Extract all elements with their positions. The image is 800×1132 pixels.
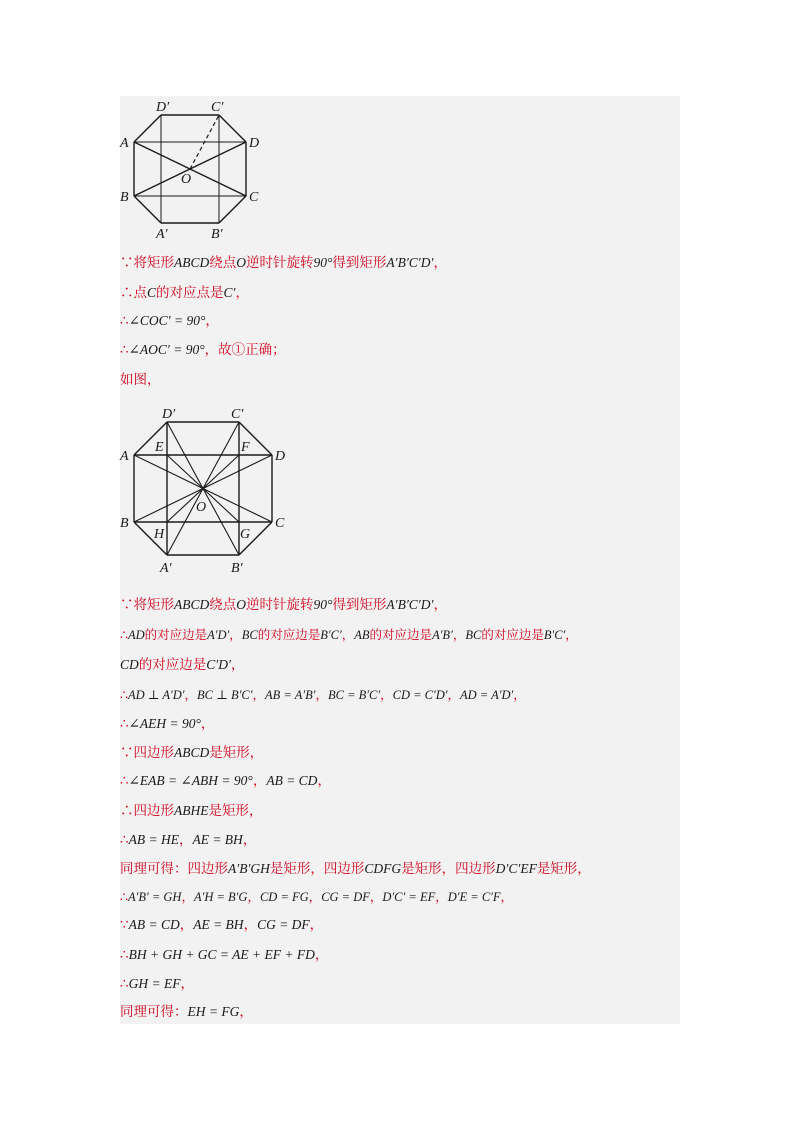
math: A′B′C′D′ [386,597,434,612]
text: 逆时针旋转 [246,255,314,271]
math: 90° [313,255,333,270]
line-1 [120,254,447,272]
text: ，故①正确； [204,342,286,358]
text: ， [565,627,578,642]
figure-2-diagram [120,400,300,580]
line-19 [120,975,194,993]
label-a-prime: A′ [156,227,168,242]
text: ∴四边形 [120,803,174,819]
label-c: C [275,516,285,531]
text: ， [179,917,194,933]
text: ∵ [120,917,129,933]
line-8 [120,656,244,674]
text: ， [435,889,448,904]
text: 是矩形，四边形 [401,861,496,877]
math: ABHE [174,803,209,818]
text: ∵四边形 [120,745,174,761]
text: ∴点 [120,285,147,301]
text: ， [252,687,265,702]
text: ， [252,773,267,789]
text: ∴ [120,627,128,642]
line-20 [120,1003,253,1021]
math: ABCD [174,745,210,760]
math: ∠AEH = 90° [128,716,201,731]
text: ， [513,687,526,702]
line-2 [120,284,249,302]
line-16 [120,888,513,906]
math: BC [241,628,258,642]
text: 是矩形， [536,861,591,877]
text: ∴ [120,313,129,329]
math: C′D′ [206,657,231,672]
math: AD ⊥ A′D′ [127,688,185,702]
line-7 [120,626,578,644]
label-d: D [275,449,286,464]
text: ， [433,255,447,271]
label-d-prime: D′ [162,407,176,422]
text: ， [314,947,329,963]
math: BC = B′C′ [327,688,381,702]
math: A′B′ [432,628,453,642]
text: ， [315,687,328,702]
label-b-prime: B′ [231,561,243,576]
label-d: D [249,136,260,151]
line-15 [120,860,591,878]
math: O [236,255,246,270]
text: ， [180,976,194,992]
line-14 [120,831,256,849]
label-a: A [120,136,129,151]
figure-1 [120,96,280,246]
label-d-prime: D′ [156,100,170,115]
text: ， [178,832,193,848]
text: ∴ [120,687,128,702]
math: C [147,285,157,300]
text: ， [341,627,355,642]
math: BC [465,628,482,642]
math: O [236,597,246,612]
text: 绕点 [209,255,237,271]
math: CD [120,657,139,672]
figure-1-diagram [120,96,280,246]
line-12 [120,772,331,790]
math: A′B′ = GH [127,890,182,904]
text: ∵将矩形 [120,597,174,613]
text: ， [447,687,461,702]
label-f: F [241,440,250,455]
text: 的对应边是 [138,657,207,673]
text: 的对应边是 [481,627,544,642]
math: CDFG [364,861,402,876]
text: 的对应边是 [369,627,433,642]
label-c: C [249,190,259,205]
math: ∠EAB = ∠ABH = 90° [128,773,253,788]
text: 是矩形， [209,745,264,761]
label-c-prime: C′ [211,100,224,115]
line-9 [120,686,526,704]
text: ， [369,889,383,904]
text: ， [205,313,219,329]
math: A′B′C′D′ [386,255,434,270]
line-13 [120,802,263,820]
math: CG = DF [321,890,370,904]
line-3 [120,312,219,330]
label-a-prime: A′ [160,561,172,576]
text: ∴ [120,773,129,789]
math: ∠AOC′ = 90° [128,342,205,357]
label-b: B [120,516,129,531]
figure-2 [120,400,300,580]
math: B′C′ [320,628,342,642]
line-6 [120,596,447,614]
text: ∴ [120,889,128,904]
text: 的对应边是 [144,627,208,642]
text: ， [200,716,215,732]
math: CD = C′D′ [392,688,448,702]
text: ， [229,627,242,642]
math: AB = A′B′ [264,688,316,702]
label-g: G [240,527,251,542]
math: ABCD [174,597,210,612]
text: ∴ [120,947,129,963]
math: B′C′ [543,628,566,642]
math: AB = HE [128,832,179,847]
math: ABCD [174,255,210,270]
text: 是矩形， [208,803,263,819]
text: 得到矩形 [332,597,387,613]
text: 的对应点是 [156,285,224,301]
text: ， [243,917,258,933]
math: AB = CD [266,773,318,788]
math: D′E = C′F [447,890,501,904]
text: ， [239,1004,253,1020]
text: ， [317,773,331,789]
line-5 [120,371,161,389]
text: ∴ [120,976,129,992]
math: A′D′ [207,628,230,642]
math: AE = BH [192,832,243,847]
math: 90° [313,597,333,612]
math: A′H = B′G [193,890,248,904]
math: C′ [223,285,236,300]
label-o: O [196,500,207,515]
math: AB [354,628,370,642]
text: ， [433,597,447,613]
math: AD = A′D′ [460,688,514,702]
text: 同理可得： [120,1004,188,1020]
math: EH = FG [187,1004,240,1019]
math: D′C′ = EF [382,890,436,904]
text: ， [308,889,322,904]
text: ∴ [120,342,129,358]
text: ， [500,889,514,904]
text: 如图， [120,372,161,388]
line-10 [120,715,214,733]
text: ， [184,687,198,702]
text: ， [235,285,249,301]
text: 是矩形，四边形 [269,861,365,877]
line-17 [120,916,323,934]
label-b-prime: B′ [211,227,223,242]
text: ∵将矩形 [120,255,174,271]
text: 的对应边是 [257,627,321,642]
label-h: H [154,527,165,542]
math: CD = FG [259,890,309,904]
math: AB = CD [128,917,180,932]
label-o: O [181,172,192,187]
text: ， [242,832,257,848]
math: BH + GH + GC = AE + EF + FD [128,947,315,962]
math: ∠COC′ = 90° [128,313,206,328]
line-18 [120,946,328,964]
math: GH = EF [128,976,181,991]
math: A′B′GH [228,861,270,876]
label-c-prime: C′ [231,407,244,422]
text: ∴ [120,832,129,848]
text: 逆时针旋转 [246,597,314,613]
text: ， [309,917,324,933]
label-b: B [120,190,129,205]
text: ， [380,687,393,702]
math: AD [127,628,145,642]
text: 绕点 [209,597,237,613]
text: 得到矩形 [332,255,387,271]
line-4 [120,341,286,359]
text: 同理可得：四边形 [120,861,228,877]
text: ， [247,889,260,904]
math: AE = BH [193,917,244,932]
line-11 [120,744,263,762]
math: CG = DF [257,917,310,932]
label-a: A [120,449,129,464]
text: ， [181,889,194,904]
text: ∴ [120,716,129,732]
text: ， [452,627,466,642]
text: ， [230,657,245,673]
label-e: E [155,440,164,455]
math: D′C′EF [495,861,537,876]
math: BC ⊥ B′C′ [197,688,253,702]
